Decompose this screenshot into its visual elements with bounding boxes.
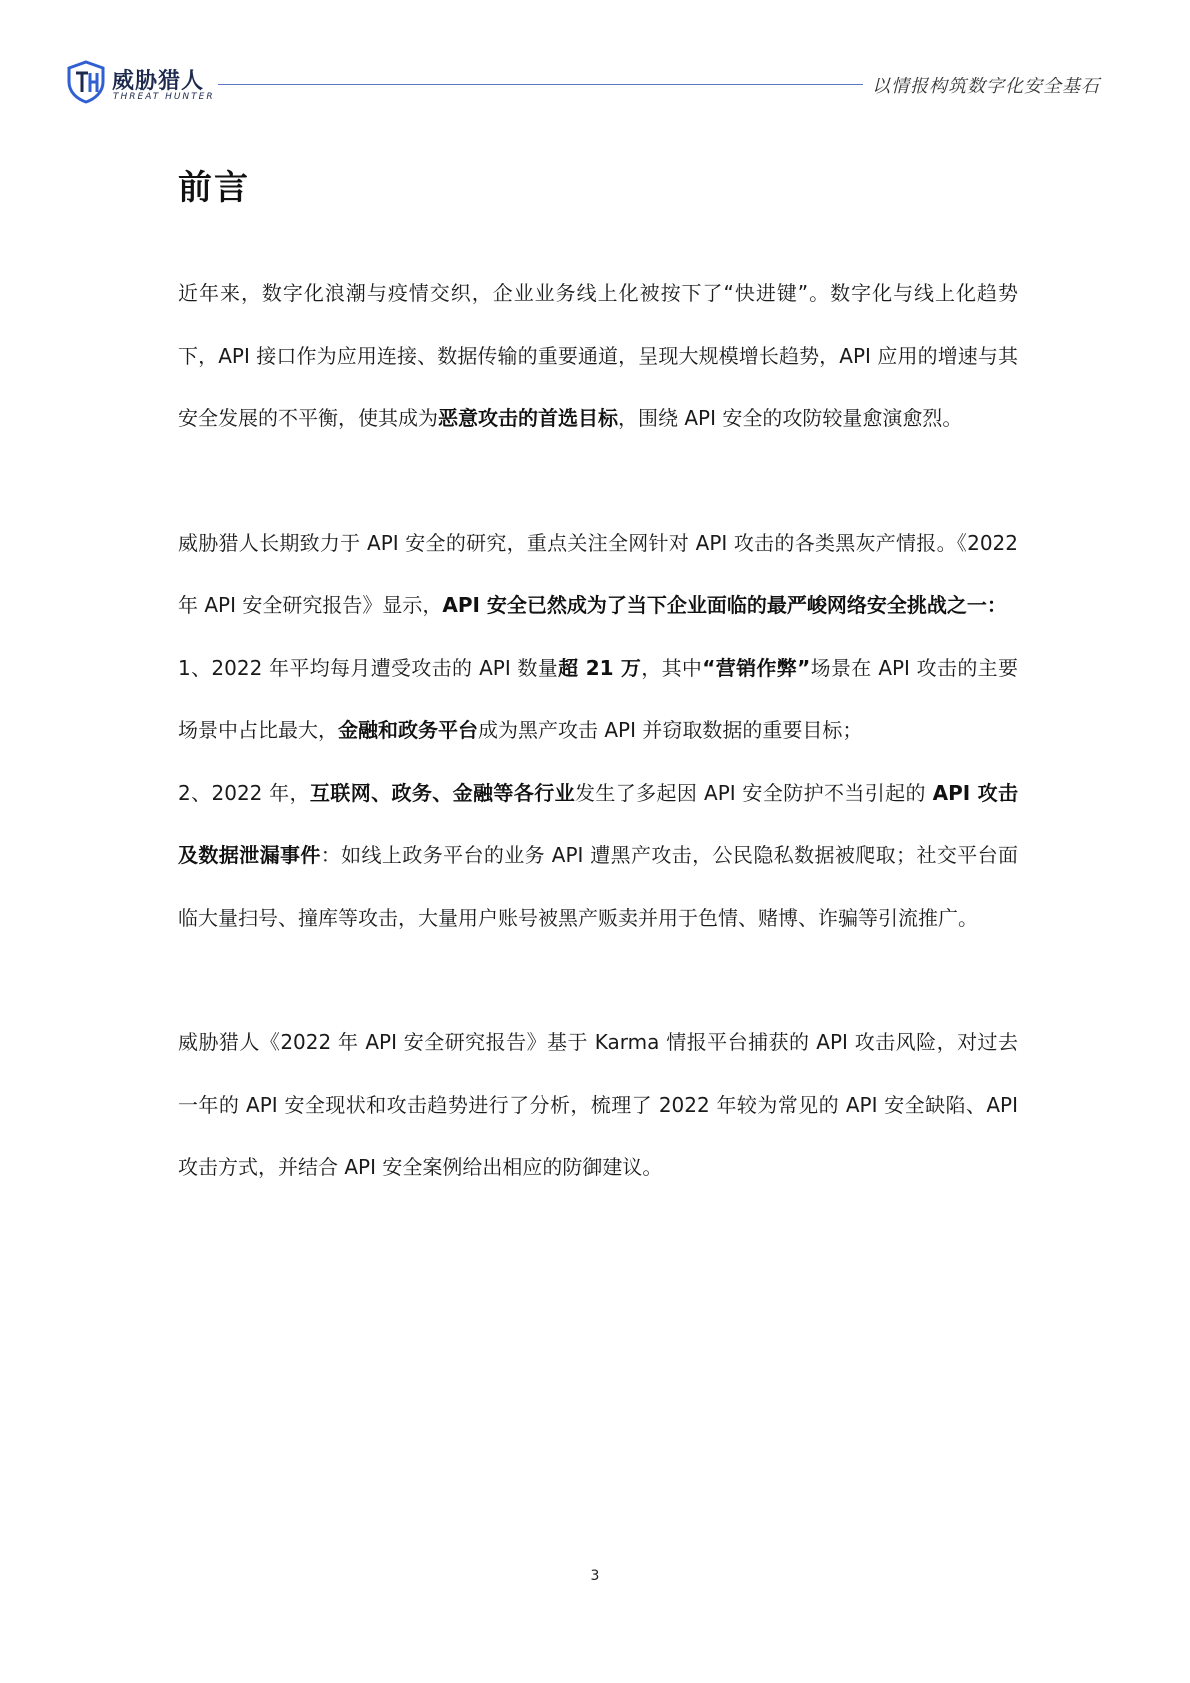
page-header: [0, 0, 1190, 120]
paragraph-intro: [178, 262, 1018, 450]
emphasis-text: 恶意攻击的首选目标: [438, 406, 618, 430]
emphasis-text: API 安全已然成为了当下企业面临的最严峻网络安全挑战之一：: [442, 593, 1007, 617]
shield-th-icon: [66, 60, 106, 104]
header-slogan: 以情报构筑数字化安全基石: [872, 76, 1100, 97]
emphasis-text: API 攻击及数据泄漏事件: [178, 780, 1018, 867]
emphasis-text: 超 21 万: [558, 655, 642, 680]
body-text: 威胁猎人长期致力于 API 安全的研究，重点关注全网针对 API 攻击的各类黑灰产情报。《2022 年 API 安全研究报告》显示，: [178, 530, 1018, 617]
body-text: ，围绕 API 安全的攻防较量愈演愈烈。: [618, 406, 963, 430]
header-divider: [218, 84, 863, 85]
body-text: 2、2022 年，: [178, 780, 310, 805]
paragraph-research: [178, 512, 1018, 637]
paragraph-point-2: [178, 762, 1018, 950]
body-text: 成为黑产攻击 API 并窃取数据的重要目标；: [478, 718, 863, 742]
document-body: [178, 262, 1018, 1199]
emphasis-text: “营销作弊”: [702, 655, 811, 680]
page-title: 前言: [178, 168, 250, 208]
logo-text-en: THREAT HUNTER: [113, 92, 215, 102]
body-text: 威胁猎人《2022 年 API 安全研究报告》基于 Karma 情报平台捕获的 API 攻击风险，对过去一年的 API 安全现状和攻击趋势进行了分析，梳理了 2022 年较为常见的 API 安全缺陷、API 攻击方式，并结合 API 安全案例给出相应的防御建议。: [178, 1030, 1018, 1179]
paragraph-point-1: [178, 637, 1018, 762]
body-text: 1、2022 年平均每月遭受攻击的 API 数量: [178, 655, 559, 680]
page-number: 3: [590, 1568, 600, 1584]
body-text: ，其中: [641, 655, 703, 680]
logo-text-cn: 威胁猎人: [112, 69, 205, 94]
paragraph-report-summary: [178, 1011, 1018, 1199]
body-text: 发生了多起因 API 安全防护不当引起的: [574, 780, 933, 805]
company-logo: [66, 60, 216, 110]
body-text: ：如线上政务平台的业务 API 遭黑产攻击，公民隐私数据被爬取；社交平台面临大量扫号、撞库等攻击，大量用户账号被黑产贩卖并用于色情、赌博、诈骗等引流推广。: [178, 843, 1019, 930]
emphasis-text: 金融和政务平台: [338, 718, 478, 742]
body-text: 场景在 API 攻击的主要场景中占比最大，: [178, 655, 1019, 742]
body-text: 近年来，数字化浪潮与疫情交织，企业业务线上化被按下了“快进键”。数字化与线上化趋势下，API 接口作为应用连接、数据传输的重要通道，呈现大规模增长趋势，API 应用的增速与其安全发展的不平衡，使其成为: [178, 281, 1018, 430]
emphasis-text: 互联网、政务、金融等各行业: [309, 780, 575, 805]
